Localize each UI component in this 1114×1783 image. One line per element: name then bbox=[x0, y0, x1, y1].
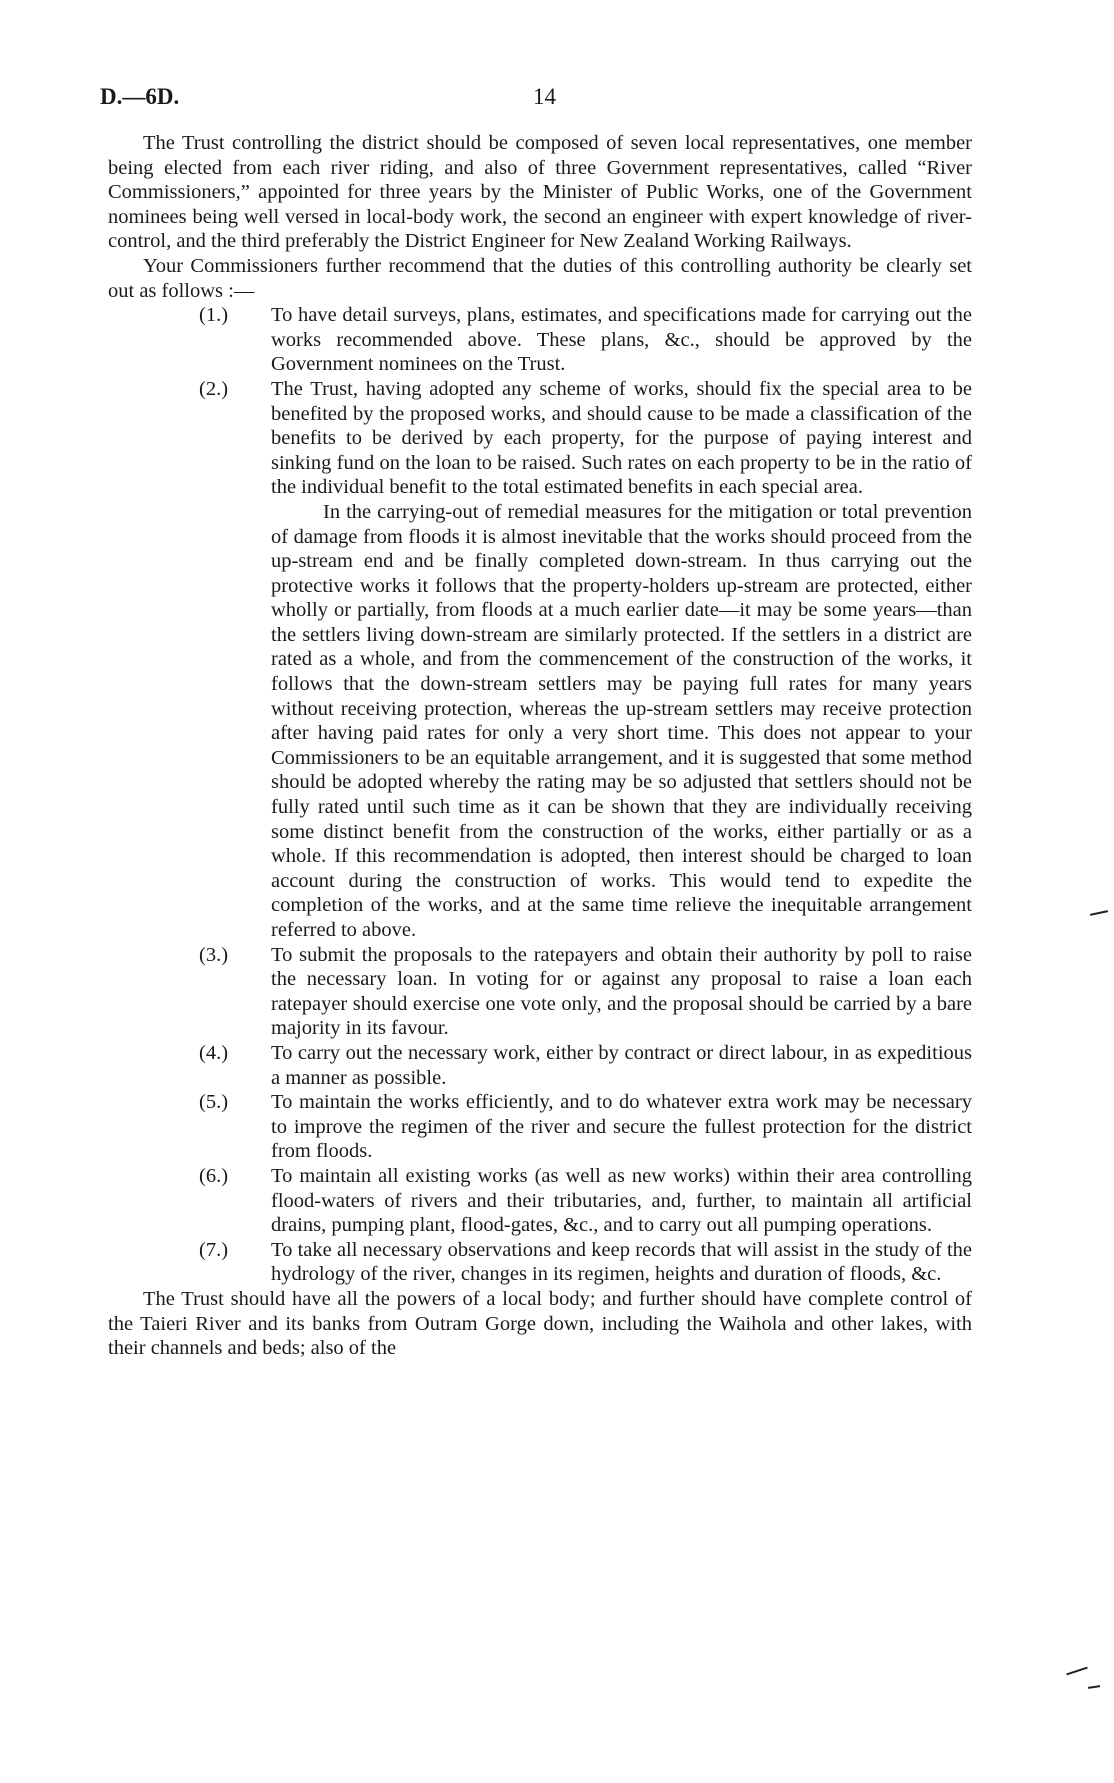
duty-text: To have detail surveys, plans, estimates, and specifications made for carrying out the works recommended above. These plans, &c., should be approved by the Government nominees on the Trust. bbox=[271, 304, 972, 376]
duty-item-3 bbox=[108, 943, 972, 1041]
duty-item-2 bbox=[108, 377, 972, 500]
duty-number: (3.) bbox=[199, 943, 229, 966]
duty-item-5 bbox=[108, 1090, 972, 1164]
page-header bbox=[100, 84, 1014, 114]
document-body bbox=[108, 131, 972, 1361]
scan-mark bbox=[1066, 1667, 1088, 1676]
duty-text: To take all necessary observations and keep records that will assist in the study of the hydrology of the river, changes in its regimen, heights and duration of floods, &c. bbox=[271, 1238, 972, 1286]
duty-text: The Trust, having adopted any scheme of works, should fix the special area to be benefited by the proposed works, and should cause to be made a classification of the benefits to be derived by each property, for the purpose of paying interest and sinking fund on the loan to be raised. Such rates on each property to be in the ratio of the individual benefit to the total estimated benefits in each special area. bbox=[271, 377, 972, 499]
duty-text: To maintain all existing works (as well as new works) within their area controlling flood-waters of rivers and their tributaries, and, further, to maintain all artificial drains, pumping plant, flood-gates, &c., and to carry out all pumping operations. bbox=[271, 1164, 972, 1237]
duty-text: To carry out the necessary work, either by contract or direct labour, in as expeditious a manner as possible. bbox=[271, 1041, 972, 1089]
paragraph-trust-powers: The Trust should have all the powers of a local body; and further should have complete control of the Taieri River and its banks from Outram Gorge down, including the Waihola and other lakes, with their channels and beds; also of the bbox=[108, 1287, 972, 1360]
duty-number: (6.) bbox=[199, 1164, 229, 1187]
scan-mark bbox=[1090, 910, 1108, 916]
duty-text: To submit the proposals to the ratepayers and obtain their authority by poll to raise the necessary loan. In voting for or against any proposal to raise a loan each ratepayer should exercise one vote only, and the proposal should be carried by a bare majority in its favour. bbox=[271, 943, 972, 1040]
paragraph-duties-intro: Your Commissioners further recommend that the duties of this controlling authority be clearly set out as follows :— bbox=[108, 254, 972, 302]
duty-item-7 bbox=[108, 1238, 972, 1287]
duty-item-4 bbox=[108, 1041, 972, 1090]
duty-number: (4.) bbox=[199, 1041, 229, 1064]
duty-number: (5.) bbox=[199, 1091, 229, 1114]
duty-number: (7.) bbox=[199, 1238, 229, 1261]
duty-item-6 bbox=[108, 1164, 972, 1238]
document-reference: D.—6D. bbox=[100, 84, 180, 109]
duty-number: (2.) bbox=[199, 377, 229, 400]
duty-text: To maintain the works efficiently, and to do whatever extra work may be necessary to improve the regimen of the river and secure the fullest protection for the district from floods. bbox=[271, 1091, 972, 1163]
duty-2-continuation: In the carrying-out of remedial measures for the mitigation or total prevention of damage from floods it is almost inevitable that the works should proceed from the up-stream end and be finally completed down-stream. In thus carrying out the protective works it follows that the property-holders up-stream are protected, either wholly or partially, from floods at a much earlier date—it may be some years—than the settlers living down-stream are similarly protected. If the settlers in a district are rated as a whole, and from the commencement of the construction of the works, it follows that the down-stream settlers may be paying full rates for many years without receiving protection, whereas the up-stream settlers may receive protection after having paid rates for only a very short time. This does not appear to your Commissioners to be an equitable arrangement, and it is suggested that some method should be adopted whereby the rating may be so adjusted that settlers should not be fully rated until such time as it can be shown that they are individually receiving some distinct benefit from the construction of the works, either partially or as a whole. If this recommendation is adopted, then interest should be charged to loan account during the construction of works. This would tend to expedite the completion of the works, and at the same time relieve the inequitable arrangement referred to above. bbox=[271, 500, 972, 941]
duty-item-1 bbox=[108, 303, 972, 377]
page-number: 14 bbox=[533, 84, 556, 109]
paragraph-trust-composition: The Trust controlling the district should be composed of seven local representatives, one member being elected from each river riding, and also of three Government representatives, called “River Commissioners,” appointed for three years by the Minister of Public Works, one of the Government nominees being well versed in local-body work, the second an engineer with expert knowledge of river-control, and the third preferably the District Engineer for New Zealand Working Railways. bbox=[108, 132, 972, 253]
duty-number: (1.) bbox=[199, 304, 229, 327]
scan-mark bbox=[1088, 1685, 1100, 1689]
